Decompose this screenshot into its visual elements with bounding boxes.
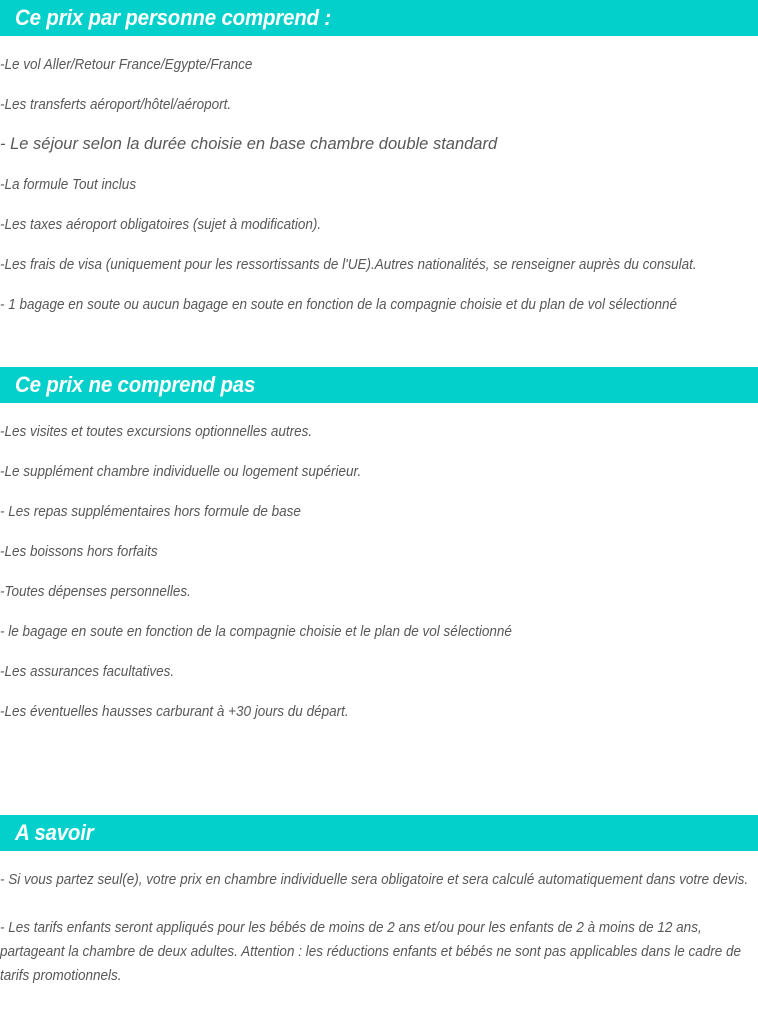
- good-to-know-paragraph-child-rates: - Les tarifs enfants seront appliqués pour les bébés de moins de 2 ans et/ou pour les enfants de 2 à moins de 12 ans, partageant la chambre de deux adultes. Attention : les réductions enfants et bébés ne sont pas applicables dans le cadre de tarifs promotionnels.: [0, 919, 741, 984]
- section-header-included: [0, 0, 758, 36]
- included-item-all-inclusive: -La formule Tout inclus: [0, 176, 137, 193]
- not-included-item-single-room: -Le supplément chambre individuelle ou logement supérieur.: [0, 463, 362, 480]
- included-item-airport-taxes: -Les taxes aéroport obligatoires (sujet à modification).: [0, 216, 322, 233]
- included-item-visa-fees: -Les frais de visa (uniquement pour les ressortissants de l'UE).Autres nationalités, se renseigner auprès du consulat.: [0, 256, 697, 273]
- included-item-transfers: -Les transferts aéroport/hôtel/aéroport.: [0, 96, 232, 113]
- not-included-item-extra-meals: - Les repas supplémentaires hors formule de base: [0, 503, 301, 520]
- good-to-know-paragraph-single-traveller: - Si vous partez seul(e), votre prix en chambre individuelle sera obligatoire et sera calculé automatiquement dans votre devis.: [0, 871, 749, 888]
- section-title-not-included: Ce prix ne comprend pas: [15, 372, 256, 397]
- not-included-item-hold-baggage: - le bagage en soute en fonction de la compagnie choisie et le plan de vol sélectionné: [0, 623, 512, 640]
- not-included-item-visits: -Les visites et toutes excursions optionnelles autres.: [0, 423, 313, 440]
- not-included-item-drinks: -Les boissons hors forfaits: [0, 543, 158, 560]
- not-included-item-fuel-surcharge: -Les éventuelles hausses carburant à +30 jours du départ.: [0, 703, 349, 720]
- included-item-stay: - Le séjour selon la durée choisie en base chambre double standard: [0, 135, 498, 153]
- section-title-good-to-know: A savoir: [15, 820, 94, 845]
- section-header-good-to-know: [0, 815, 758, 851]
- not-included-item-personal-expenses: -Toutes dépenses personnelles.: [0, 583, 191, 600]
- not-included-item-optional-insurance: -Les assurances facultatives.: [0, 663, 175, 680]
- section-header-not-included: [0, 367, 758, 403]
- section-title-included: Ce prix par personne comprend :: [15, 5, 331, 30]
- included-item-baggage: - 1 bagage en soute ou aucun bagage en soute en fonction de la compagnie choisie et du plan de vol sélectionné: [0, 296, 678, 313]
- included-item-flight: -Le vol Aller/Retour France/Egypte/France: [0, 56, 253, 73]
